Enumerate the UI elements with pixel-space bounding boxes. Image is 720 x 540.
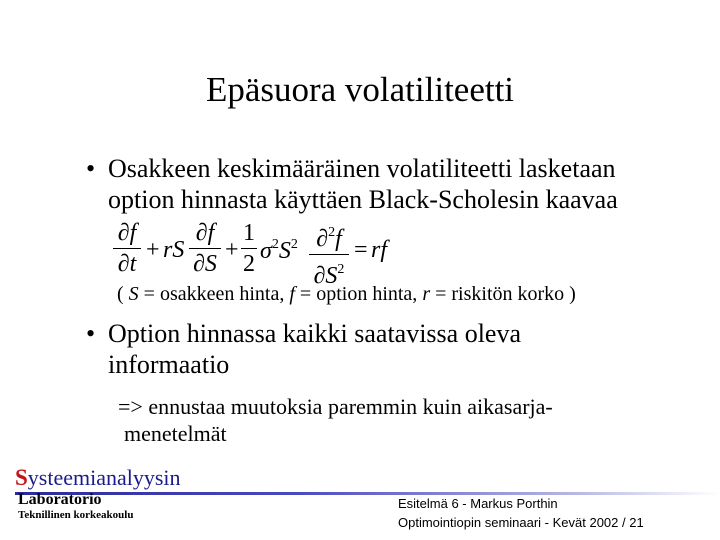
- black-scholes-equation: [113, 220, 403, 289]
- footer-course-page: Optimointiopin seminaari - Kevät 2002 / 21: [398, 515, 644, 530]
- bullet-volatility: [86, 153, 696, 215]
- logo-wordmark: Systeemianalyysin: [15, 465, 181, 490]
- exponent: 2: [271, 237, 279, 252]
- numerator: ∂f: [117, 220, 137, 246]
- logo-university: Teknillinen korkeakoulu: [18, 509, 134, 521]
- var-S: S: [128, 283, 139, 305]
- fraction-one-half: [241, 220, 257, 277]
- fraction-d2f-dS2: [309, 220, 349, 289]
- slide-title: Epäsuora volatiliteetti: [205, 70, 515, 109]
- footer-author: Esitelmä 6 - Markus Porthin: [398, 496, 558, 511]
- numerator: ∂f: [195, 220, 215, 246]
- denominator: ∂S: [193, 251, 217, 277]
- lab-logo: [15, 465, 275, 525]
- plus-sign: +: [146, 237, 160, 263]
- bullet-line: Osakkeen keskimääräinen volatiliteetti lasketaan: [108, 154, 616, 183]
- denominator: $\partial S^2$: [313, 262, 345, 289]
- bullet-marker: •: [86, 154, 96, 183]
- sigma-symbol: σ: [260, 238, 272, 264]
- equals-sign: =: [354, 237, 368, 263]
- var-r: r: [422, 283, 431, 305]
- sub-point-line: menetelmät: [124, 421, 227, 446]
- bullet-line: Option hinnassa kaikki saatavissa oleva: [108, 319, 522, 348]
- slide-footer: [398, 494, 708, 532]
- fraction-df-dS: [189, 220, 221, 277]
- fraction-df-dt: [113, 220, 141, 277]
- bullet-marker: •: [86, 319, 96, 348]
- denominator: ∂t: [117, 251, 137, 277]
- bullet-line: option hinnasta käyttäen Black-Scholesin kaavaa: [108, 185, 618, 214]
- rf-term: rf: [371, 237, 388, 263]
- sigma-squared-S-squared: [260, 237, 298, 265]
- var-f: f: [289, 283, 295, 305]
- logo-laboratory: Laboratorio: [18, 491, 102, 508]
- variable-legend: ( S = osakkeen hinta, f = option hinta, r = riskitön korko ): [117, 283, 576, 305]
- S-symbol: S: [278, 238, 291, 264]
- sub-point-line: => ennustaa muutoksia paremmin kuin aikasarja-: [118, 394, 553, 419]
- rS-term: rS: [163, 237, 185, 263]
- bullet-line: informaatio: [108, 350, 230, 379]
- exponent: 2: [290, 237, 298, 252]
- bullet-information: [86, 318, 696, 380]
- denominator: 2: [243, 251, 255, 277]
- numerator: 1: [243, 220, 255, 246]
- sub-point: [118, 393, 678, 447]
- numerator: ∂$^2$f: [316, 225, 342, 252]
- plus-sign: +: [225, 237, 239, 263]
